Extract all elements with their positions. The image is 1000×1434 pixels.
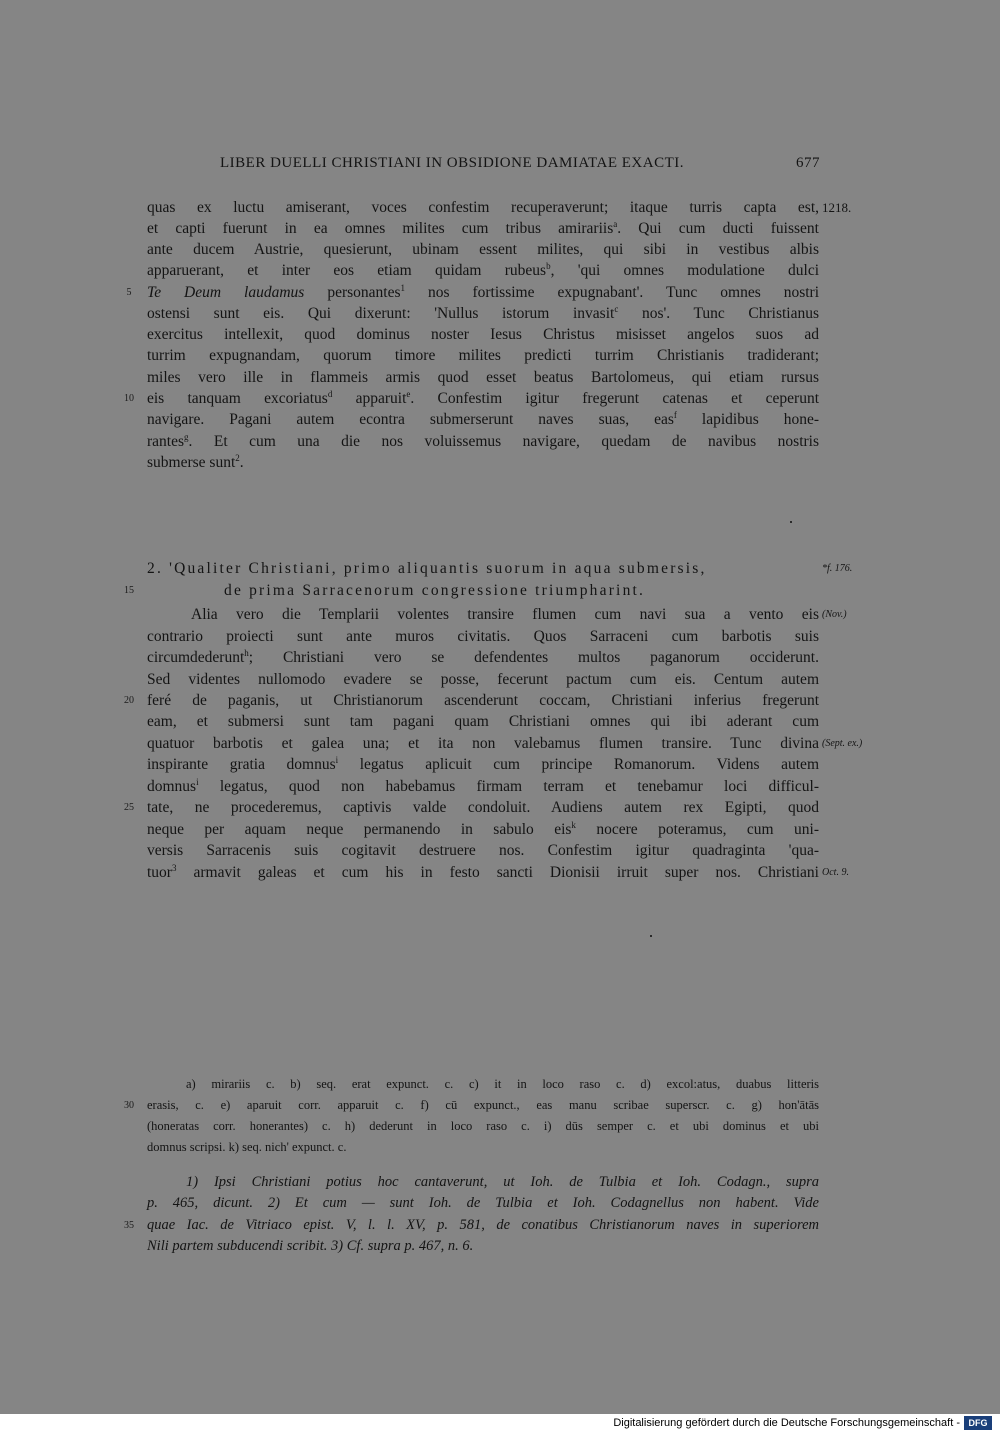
text-line: quas ex luctu amiserant, voces confestim recuperaverunt; itaque turris capta est,: [147, 199, 819, 216]
text-line: turrim expugnandam, quorum timore milites predicti turrim Christianis tradiderant;: [147, 347, 819, 364]
note-line: Nili partem subducendi scribit. 3) Cf. supra p. 467, n. 6.: [147, 1238, 474, 1254]
running-title: LIBER DUELLI CHRISTIANI IN OBSIDIONE DAMIATAE EXACTI.: [220, 155, 684, 171]
text-line: submerse sunt$^2$.: [147, 453, 244, 471]
speck: [650, 935, 652, 937]
text-line: contrario proiecti sunt ante muros civitatis. Quos Sarraceni cum barbotis suis: [147, 628, 819, 645]
line-number: 35: [124, 1220, 134, 1231]
text-line: versis Sarracenis suis cogitavit destruere nos. Confestim igitur quadraginta 'qua-: [147, 842, 819, 859]
text-line: ante ducem Austrie, quesierunt, ubinam essent milites, qui sibi in vestibus albis: [147, 241, 819, 258]
text-line: neque per aquam neque permanendo in sabulo eis$^k$ nocere poteramus, cum uni-: [147, 820, 819, 838]
margin-sept: (Sept. ex.): [822, 738, 863, 749]
text-line: domnus$^i$ legatus, quod non habebamus firmam terram et tenebamur loci difficul-: [147, 777, 820, 795]
text-line: miles vero ille in flammeis armis quod esset beatus Bartolomeus, qui etiam rursus: [147, 369, 819, 386]
page-number: 677: [796, 155, 820, 171]
running-head: [220, 155, 820, 172]
line-number: 20: [124, 695, 134, 706]
apparatus-line: domnus scripsi. k) seq. nich' expunct. c.: [147, 1140, 347, 1154]
text-line: navigare. Pagani autem econtra submerserunt naves suas, eas$^f$ lapidibus hone-: [147, 410, 820, 428]
text-line: rantes$^g$. Et cum una die nos voluissemus navigare, quedam de navibus nostris: [147, 432, 819, 450]
dfg-logo: DFG: [964, 1416, 992, 1430]
text-line: Te Deum laudamus personantes$^1$ nos fortissime expugnabant'. Tunc omnes nostri: [147, 283, 820, 301]
chapter-heading: 2. 'Qualiter Christiani, primo aliquantis suorum in aqua submersis,: [147, 560, 707, 577]
text-line: tuor$^3$ armavit galeas et cum his in festo sancti Dionisii irruit super nos. Christiani: [147, 863, 819, 881]
apparatus-line: (honeratas corr. honerantes) c. h) dederunt in loco raso c. i) dūs semper c. et ubi dominus et ubi: [147, 1119, 819, 1133]
line-number: 10: [124, 393, 134, 404]
margin-oct: Oct. 9.: [822, 867, 849, 878]
margin-year: 1218.: [822, 200, 852, 215]
margin-folio: *f. 176.: [822, 563, 853, 574]
line-number: 30: [124, 1100, 134, 1111]
text-line: circumdederunt$^h$; Christiani vero se defendentes multos paganorum occiderunt.: [147, 648, 819, 666]
apparatus-line: erasis, c. e) aparuit corr. apparuit c. f) cū expunct., eas manu scribae superscr. c. g) hon'ātās: [147, 1098, 819, 1112]
text-line: inspirante gratia domnus$^i$ legatus aplicuit cum principe Romanorum. Videns autem: [147, 755, 819, 773]
chapter-heading-cont: de prima Sarracenorum congressione triumpharint.: [224, 582, 646, 599]
text-line: eam, et submersi sunt tam pagani quam Christiani omnes qui ibi aderant cum: [147, 713, 819, 730]
funding-footer: [0, 1414, 1000, 1434]
text-line: exercitus intellexit, quod dominus noster Iesus Christus misisset angelos suos ad: [147, 326, 819, 343]
text-line: et capti fuerunt in ea omnes milites cum tribus amirariis$^a$. Qui cum ducti fuissent: [147, 219, 819, 237]
note-line: p. 465, dicunt. 2) Et cum — sunt Ioh. de Tulbia et Ioh. Codagnellus non habent. Vide: [147, 1195, 819, 1211]
funding-text: Digitalisierung gefördert durch die Deutsche Forschungsgemeinschaft -: [613, 1417, 960, 1429]
text-line: Sed videntes nullomodo evadere se posse, fecerunt pactum cum eis. Centum autem: [147, 671, 819, 688]
text-line: quatuor barbotis et galea una; et ita non valebamus flumen transire. Tunc divina: [147, 735, 819, 752]
margin-nov: (Nov.): [822, 609, 847, 620]
text-line: ostensi sunt eis. Qui dixerunt: 'Nullus istorum invasit$^c$ nos'. Tunc Christianus: [147, 304, 819, 322]
note-line: quae Iac. de Vitriaco epist. V, l. l. XV, p. 581, de conatibus Christianorum naves in superiorem: [147, 1217, 819, 1233]
line-number: 15: [124, 585, 134, 596]
line-number: 5: [126, 287, 132, 298]
text-line: tate, ne procederemus, captivis valde condoluit. Audiens autem rex Egipti, quod: [147, 799, 819, 816]
text-line: apparuerant, et inter eos etiam quidam rubeus$^b$, 'qui omnes modulatione dulci: [147, 261, 820, 279]
speck: [790, 521, 792, 523]
apparatus-line: a) mirariis c. b) seq. erat expunct. c. c) it in loco raso c. d) excol:atus, duabus litteris: [186, 1077, 819, 1091]
line-number: 25: [124, 802, 134, 813]
text-line: feré de paganis, ut Christianorum ascenderunt coccam, Christiani inferius fregerunt: [147, 692, 819, 709]
text-line: Alia vero die Templarii volentes transire flumen cum navi sua a vento eis: [191, 606, 819, 623]
note-line: 1) Ipsi Christiani potius hoc cantaverunt, ut Ioh. de Tulbia et Ioh. Codagn., supra: [186, 1174, 819, 1190]
text-line: eis tanquam excoriatus$^d$ apparuit$^e$. Confestim igitur fregerunt catenas et ceperunt: [147, 389, 819, 407]
